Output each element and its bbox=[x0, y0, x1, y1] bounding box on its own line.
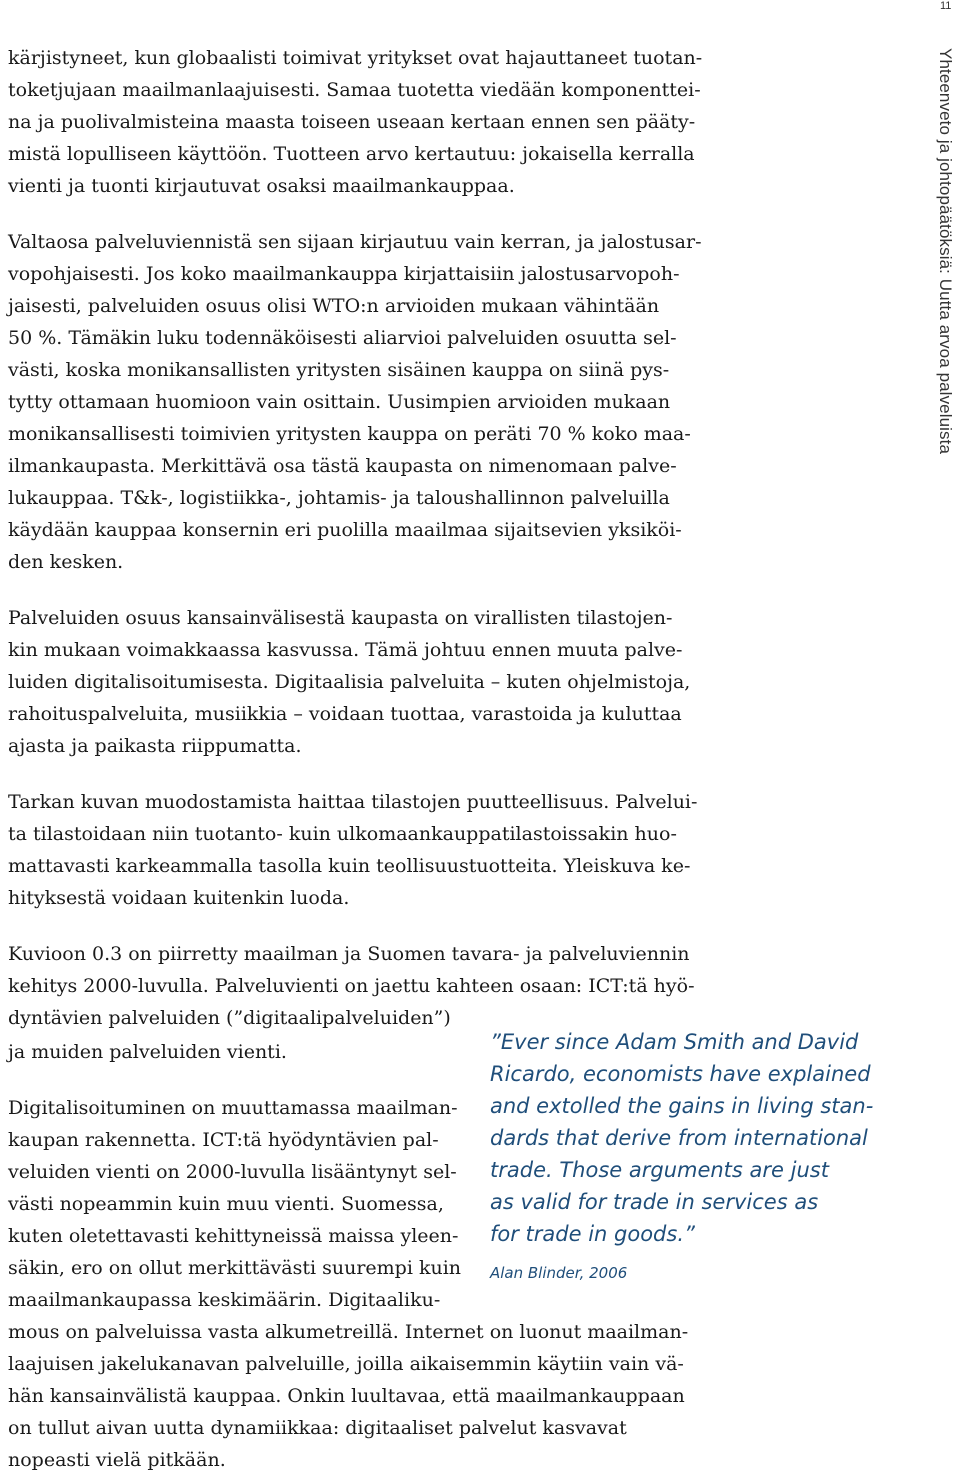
body-line: säkin, ero on ollut merkittävästi suurempi kuin bbox=[8, 1257, 462, 1279]
body-line: kehitys 2000-luvulla. Palveluvienti on jaettu kahteen osaan: ICT:tä hyö- bbox=[8, 975, 695, 997]
pull-quote-line: and extolled the gains in living stan- bbox=[490, 1094, 874, 1118]
body-line: ja muiden palveluiden vienti. bbox=[8, 1041, 287, 1063]
body-line: hityksestä voidaan kuitenkin luoda. bbox=[8, 887, 350, 909]
body-line: on tullut aivan uutta dynamiikkaa: digitaaliset palvelut kasvavat bbox=[8, 1417, 627, 1439]
body-line: monikansallisesti toimivien yritysten kauppa on peräti 70 % koko maa- bbox=[8, 423, 691, 445]
body-line: jaisesti, palveluiden osuus olisi WTO:n arvioiden mukaan vähintään bbox=[8, 295, 660, 317]
pull-quote-line: as valid for trade in services as bbox=[490, 1190, 819, 1214]
body-line: vopohjaisesti. Jos koko maailmankauppa kirjattaisiin jalostusarvopoh- bbox=[8, 263, 680, 285]
body-line: västi nopeammin kuin muu vienti. Suomessa, bbox=[8, 1193, 444, 1215]
body-line: dyntävien palveluiden (”digitaalipalveluiden”) bbox=[8, 1007, 451, 1029]
body-line: ilmankaupasta. Merkittävä osa tästä kaupasta on nimenomaan palve- bbox=[8, 455, 677, 477]
body-line: Kuvioon 0.3 on piirretty maailman ja Suomen tavara- ja palveluviennin bbox=[8, 943, 690, 965]
body-line: kärjistyneet, kun globaalisti toimivat yritykset ovat hajauttaneet tuotan- bbox=[8, 47, 703, 69]
body-line: mattavasti karkeammalla tasolla kuin teollisuustuotteita. Yleiskuva ke- bbox=[8, 855, 691, 877]
body-line: Digitalisoituminen on muuttamassa maailman- bbox=[8, 1097, 458, 1119]
page-number: 11 bbox=[940, 0, 952, 12]
body-line: Valtaosa palveluviennistä sen sijaan kirjautuu vain kerran, ja jalostusar- bbox=[8, 231, 702, 253]
pull-quote-author: Alan Blinder, 2006 bbox=[490, 1264, 628, 1282]
body-line: hän kansainvälistä kauppaa. Onkin luultavaa, että maailmankauppaan bbox=[8, 1385, 685, 1407]
body-line: ajasta ja paikasta riippumatta. bbox=[8, 735, 302, 757]
body-line: 50 %. Tämäkin luku todennäköisesti aliarvioi palveluiden osuutta sel- bbox=[8, 327, 677, 349]
body-line: lukauppaa. T&k-, logistiikka-, johtamis- ja taloushallinnon palveluilla bbox=[8, 487, 670, 509]
body-line: västi, koska monikansallisten yritysten sisäinen kauppa on siinä pys- bbox=[8, 359, 670, 381]
body-line: vienti ja tuonti kirjautuvat osaksi maailmankauppaa. bbox=[8, 175, 515, 197]
body-line: laajuisen jakelukanavan palveluille, joilla aikaisemmin käytiin vain vä- bbox=[8, 1353, 684, 1375]
body-line: nopeasti vielä pitkään. bbox=[8, 1449, 226, 1471]
body-line: veluiden vienti on 2000-luvulla lisääntynyt sel- bbox=[8, 1161, 457, 1183]
body-line: den kesken. bbox=[8, 551, 124, 573]
body-line: tytty ottamaan huomioon vain osittain. Uusimpien arvioiden mukaan bbox=[8, 391, 671, 413]
body-line: käydään kauppaa konsernin eri puolilla maailmaa sijaitsevien yksiköi- bbox=[8, 519, 682, 541]
pull-quote-line: for trade in goods.” bbox=[490, 1222, 695, 1246]
body-line: ta tilastoidaan niin tuotanto- kuin ulkomaankauppatilastoissakin huo- bbox=[8, 823, 677, 845]
side-section-title: Yhteenveto ja johtopäätöksiä: Uutta arvoa palveluista bbox=[936, 48, 955, 455]
pull-quote-line: dards that derive from international bbox=[490, 1126, 868, 1150]
pull-quote-line: trade. Those arguments are just bbox=[490, 1158, 829, 1182]
body-line: toketjujaan maailmanlaajuisesti. Samaa tuotetta viedään komponenttei- bbox=[8, 79, 701, 101]
body-line: kuten oletettavasti kehittyneissä maissa yleen- bbox=[8, 1225, 459, 1247]
pull-quote-line: ”Ever since Adam Smith and David bbox=[490, 1030, 859, 1054]
body-line: maailmankaupassa keskimäärin. Digitaaliku- bbox=[8, 1289, 441, 1311]
pull-quote-line: Ricardo, economists have explained bbox=[490, 1062, 871, 1086]
body-line: mous on palveluissa vasta alkumetreillä. Internet on luonut maailman- bbox=[8, 1321, 689, 1343]
body-line: Palveluiden osuus kansainvälisestä kaupasta on virallisten tilastojen- bbox=[8, 607, 673, 629]
body-line: luiden digitalisoitumisesta. Digitaalisia palveluita – kuten ohjelmistoja, bbox=[8, 671, 691, 693]
body-line: mistä lopulliseen käyttöön. Tuotteen arvo kertautuu: jokaisella kerralla bbox=[8, 143, 695, 165]
body-line: kaupan rakennetta. ICT:tä hyödyntävien pal- bbox=[8, 1129, 439, 1151]
body-line: kin mukaan voimakkaassa kasvussa. Tämä johtuu ennen muuta palve- bbox=[8, 639, 683, 661]
body-line: rahoituspalveluita, musiikkia – voidaan tuottaa, varastoida ja kuluttaa bbox=[8, 703, 682, 725]
body-line: na ja puolivalmisteina maasta toiseen useaan kertaan ennen sen pääty- bbox=[8, 111, 696, 133]
body-line: Tarkan kuvan muodostamista haittaa tilastojen puutteellisuus. Palvelui- bbox=[8, 791, 698, 813]
